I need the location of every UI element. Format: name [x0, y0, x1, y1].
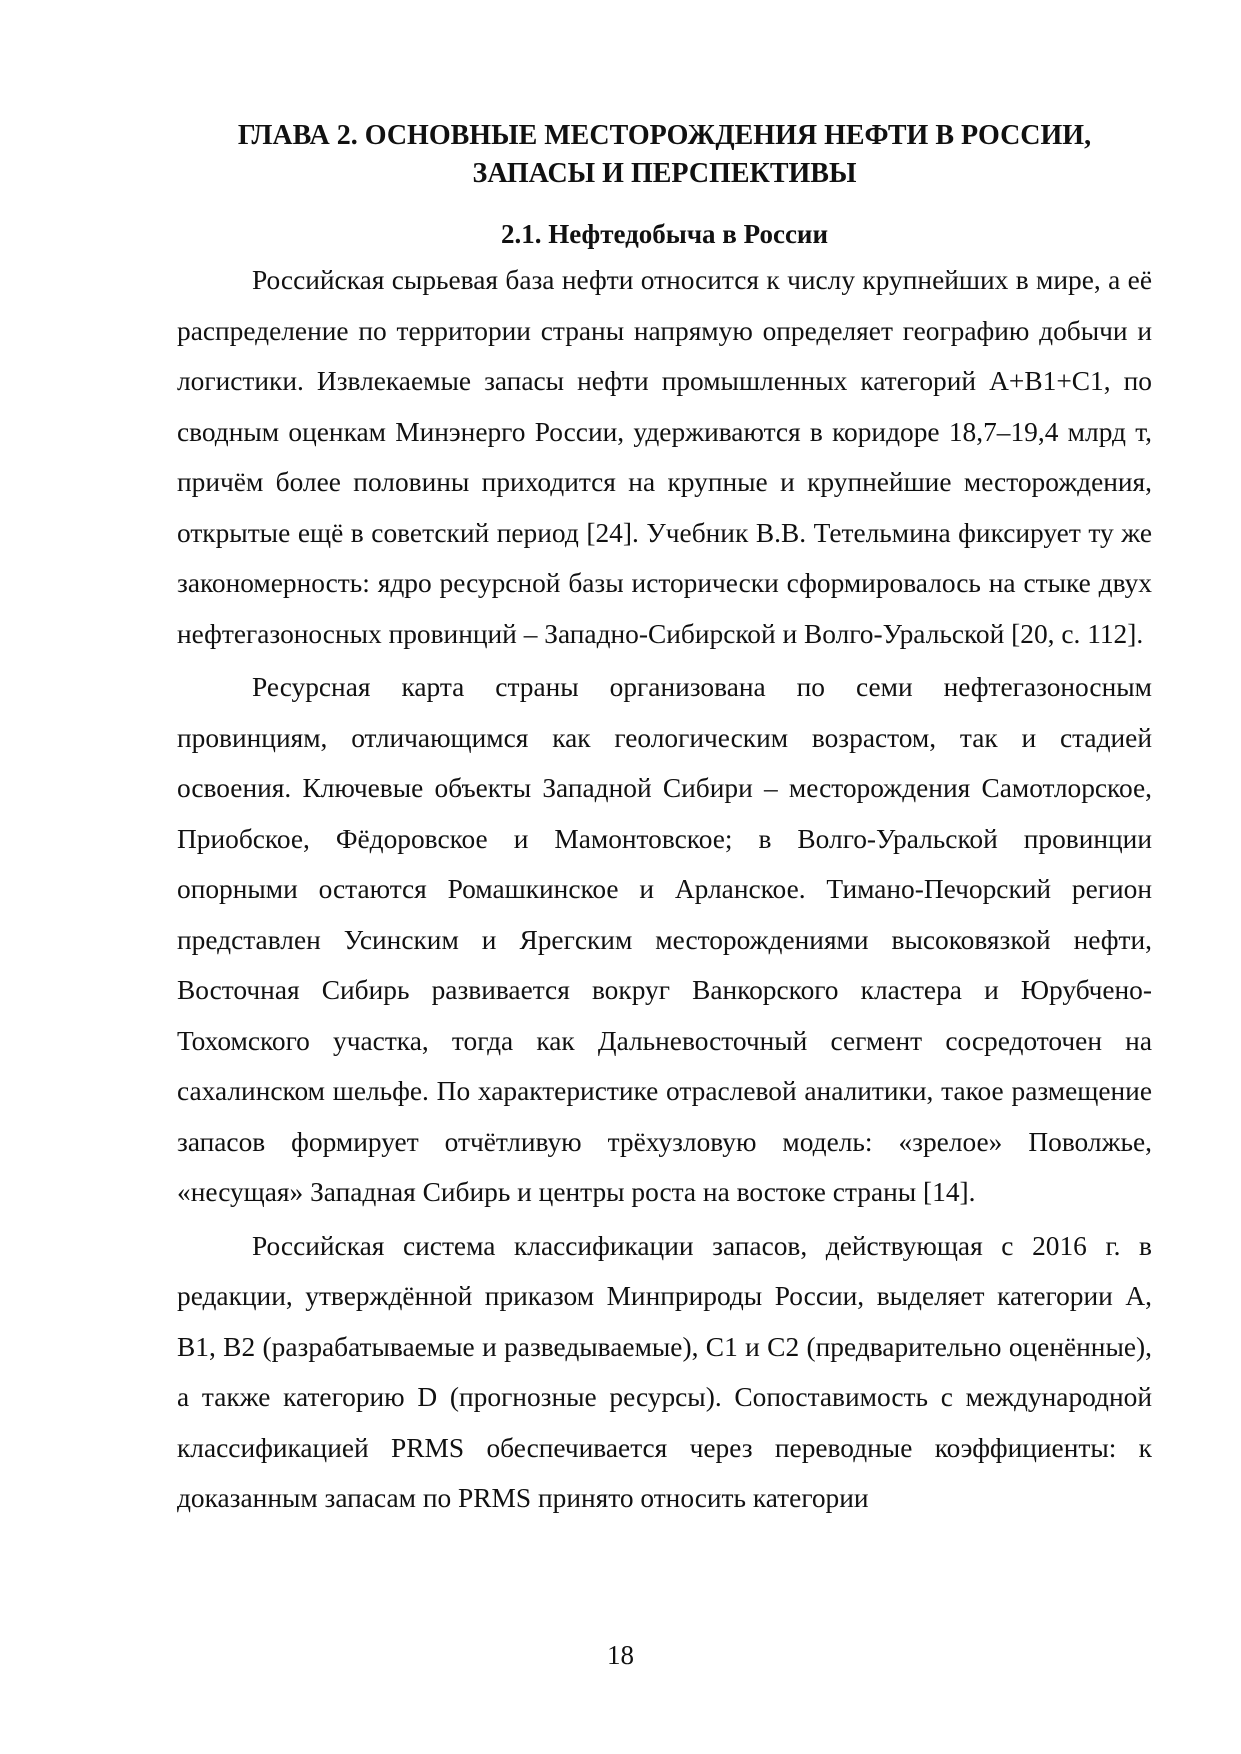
section-title: 2.1. Нефтедобыча в России [500, 219, 829, 249]
page-content [177, 117, 1152, 1524]
body-paragraph-3: Российская система классификации запасов, действующая с 2016 г. в редакции, утверждённой приказом Минприроды России, выделяет категории А, В1, В2 (разрабатываемые и разведываемые), С1 и С2 (предварительно оценённые), а также категорию D (прогнозные ресурсы). Сопоставимость с международной классификацией PRMS обеспечивается через переводные коэффициенты: к доказанным запасам по PRMS принято относить категории [177, 1230, 1152, 1513]
body-paragraph-2: Ресурсная карта страны организована по семи нефтегазоносным провинциям, отличающимся как геологическим возрастом, так и стадией освоения. Ключевые объекты Западной Сибири – месторождения Самотлорское, Приобское, Фёдоровское и Мамонтовское; в Волго-Уральской провинции опорными остаются Ромашкинское и Арланское. Тимано-Печорский регион представлен Усинским и Ярегским месторождениями высоковязкой нефти, Восточная Сибирь развивается вокруг Ванкорского кластера и Юрубчено-Тохомского участка, тогда как Дальневосточный сегмент сосредоточен на сахалинском шельфе. По характеристике отраслевой аналитики, такое размещение запасов формирует отчётливую трёхузловую модель: «зрелое» Поволжье, «несущая» Западная Сибирь и центры роста на востоке страны [14]. [177, 672, 1152, 1207]
page-number: 18 [607, 1640, 634, 1670]
chapter-title: ГЛАВА 2. ОСНОВНЫЕ МЕСТОРОЖДЕНИЯ НЕФТИ В РОССИИ, ЗАПАСЫ И ПЕРСПЕКТИВЫ [237, 120, 1092, 189]
body-paragraph-1: Российская сырьевая база нефти относится к числу крупнейших в мире, а её распределение по территории страны напрямую определяет географию добычи и логистики. Извлекаемые запасы нефти промышленных категорий А+В1+С1, по сводным оценкам Минэнерго России, удерживаются в коридоре 18,7–19,4 млрд т, причём более половины приходится на крупные и крупнейшие месторождения, открытые ещё в советский период [24]. Учебник В.В. Тетельмина фиксирует ту же закономерность: ядро ресурсной базы исторически сформировалось на стыке двух нефтегазоносных провинций – Западно-Сибирской и Волго-Уральской [20, с. 112]. [177, 265, 1152, 649]
